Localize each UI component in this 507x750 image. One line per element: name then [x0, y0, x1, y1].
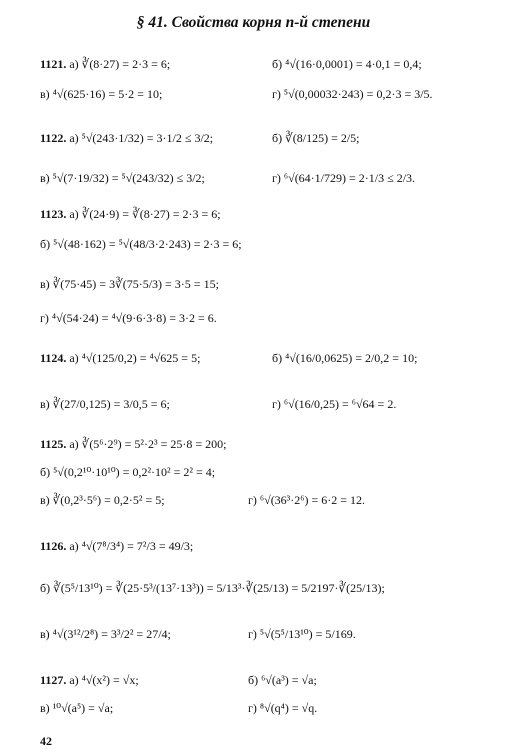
problem-1127	[40, 674, 139, 687]
formula-cell: г) ⁴√(54·24) = ⁴√(9·6·3·8) = 3·2 = 6.	[40, 311, 217, 325]
problem-1126	[40, 540, 193, 553]
formula-cell: б) ⁶√(a³) = √a;	[248, 673, 317, 687]
formula: а) ⁴√(125/0,2) = ⁴√625 = 5;	[69, 351, 201, 365]
formula-cell: в) ⁴√(625·16) = 5·2 = 10;	[40, 87, 163, 101]
formula-cell: б) ∛(8/125) = 2/5;	[272, 131, 360, 145]
formula: а) ⁵√(243·1/32) = 3·1/2 ≤ 3/2;	[69, 131, 214, 145]
formula: а) ⁴√(7⁸/3⁴) = 7²/3 = 49/3;	[69, 539, 194, 553]
problem-1123	[40, 208, 221, 221]
problem-1125	[40, 438, 227, 451]
formula-cell: г) ⁶√(16/0,25) = ⁶√64 = 2.	[272, 397, 397, 411]
formula: а) ∛(8·27) = 2·3 = 6;	[69, 57, 171, 71]
problem-1124	[40, 352, 200, 365]
section-title: § 41. Свойства корня n-й степени	[136, 14, 371, 31]
formula: а) ∛(24·9) = ∛(8·27) = 2·3 = 6;	[69, 207, 221, 221]
formula-cell: г) ⁵√(0,00032·243) = 0,2·3 = 3/5.	[272, 87, 433, 101]
problem-1121	[40, 58, 170, 71]
formula-cell: б) ⁴√(16·0,0001) = 4·0,1 = 0,4;	[272, 57, 422, 71]
problem-number: 1121.	[40, 57, 67, 71]
formula-cell: в) ∛(27/0,125) = 3/0,5 = 6;	[40, 397, 170, 411]
problem-number: 1127.	[40, 673, 67, 687]
formula-cell: г) ⁵√(5⁵/13¹⁰) = 5/169.	[248, 627, 356, 641]
formula-cell: г) ⁶√(64·1/729) = 2·1/3 ≤ 2/3.	[272, 171, 416, 185]
problem-number: 1126.	[40, 539, 67, 553]
formula-cell: б) ∛(5⁵/13¹⁰) = ∛(25·5³/(13⁷·13³)) = 5/13³·∛(25/13) = 5/2197·∛(25/13);	[40, 581, 385, 595]
problem-number: 1124.	[40, 351, 67, 365]
formula-cell: в) ∛(75·45) = 3∛(75·5/3) = 3·5 = 15;	[40, 277, 219, 291]
problem-number: 1123.	[40, 207, 67, 221]
formula-cell: б) ⁵√(0,2¹⁰·10¹⁰) = 0,2²·10² = 2² = 4;	[40, 465, 216, 479]
formula-cell: б) ⁴√(16/0,0625) = 2/0,2 = 10;	[272, 351, 418, 365]
problem-number: 1122.	[40, 131, 67, 145]
formula-cell: г) ⁶√(36³·2⁶) = 6·2 = 12.	[248, 493, 365, 507]
formula-cell: в) ∛(0,2³·5⁶) = 0,2·5² = 5;	[40, 493, 165, 507]
formula: а) ∛(5⁶·2⁹) = 5²·2³ = 25·8 = 200;	[69, 437, 227, 451]
page-number: 42	[40, 734, 52, 748]
formula: а) ⁴√(x²) = √x;	[69, 673, 139, 687]
formula-cell: б) ⁵√(48·162) = ⁵√(48/3·2·243) = 2·3 = 6;	[40, 237, 242, 251]
problem-number: 1125.	[40, 437, 67, 451]
formula-cell: в) ⁴√(3¹²/2⁸) = 3³/2² = 27/4;	[40, 627, 171, 641]
formula-cell: в) ¹⁰√(a⁵) = √a;	[40, 701, 114, 715]
formula-cell: г) ⁸√(q⁴) = √q.	[248, 701, 318, 715]
formula-cell: в) ⁵√(7·19/32) = ⁵√(243/32) ≤ 3/2;	[40, 171, 205, 185]
problem-1122	[40, 132, 213, 145]
